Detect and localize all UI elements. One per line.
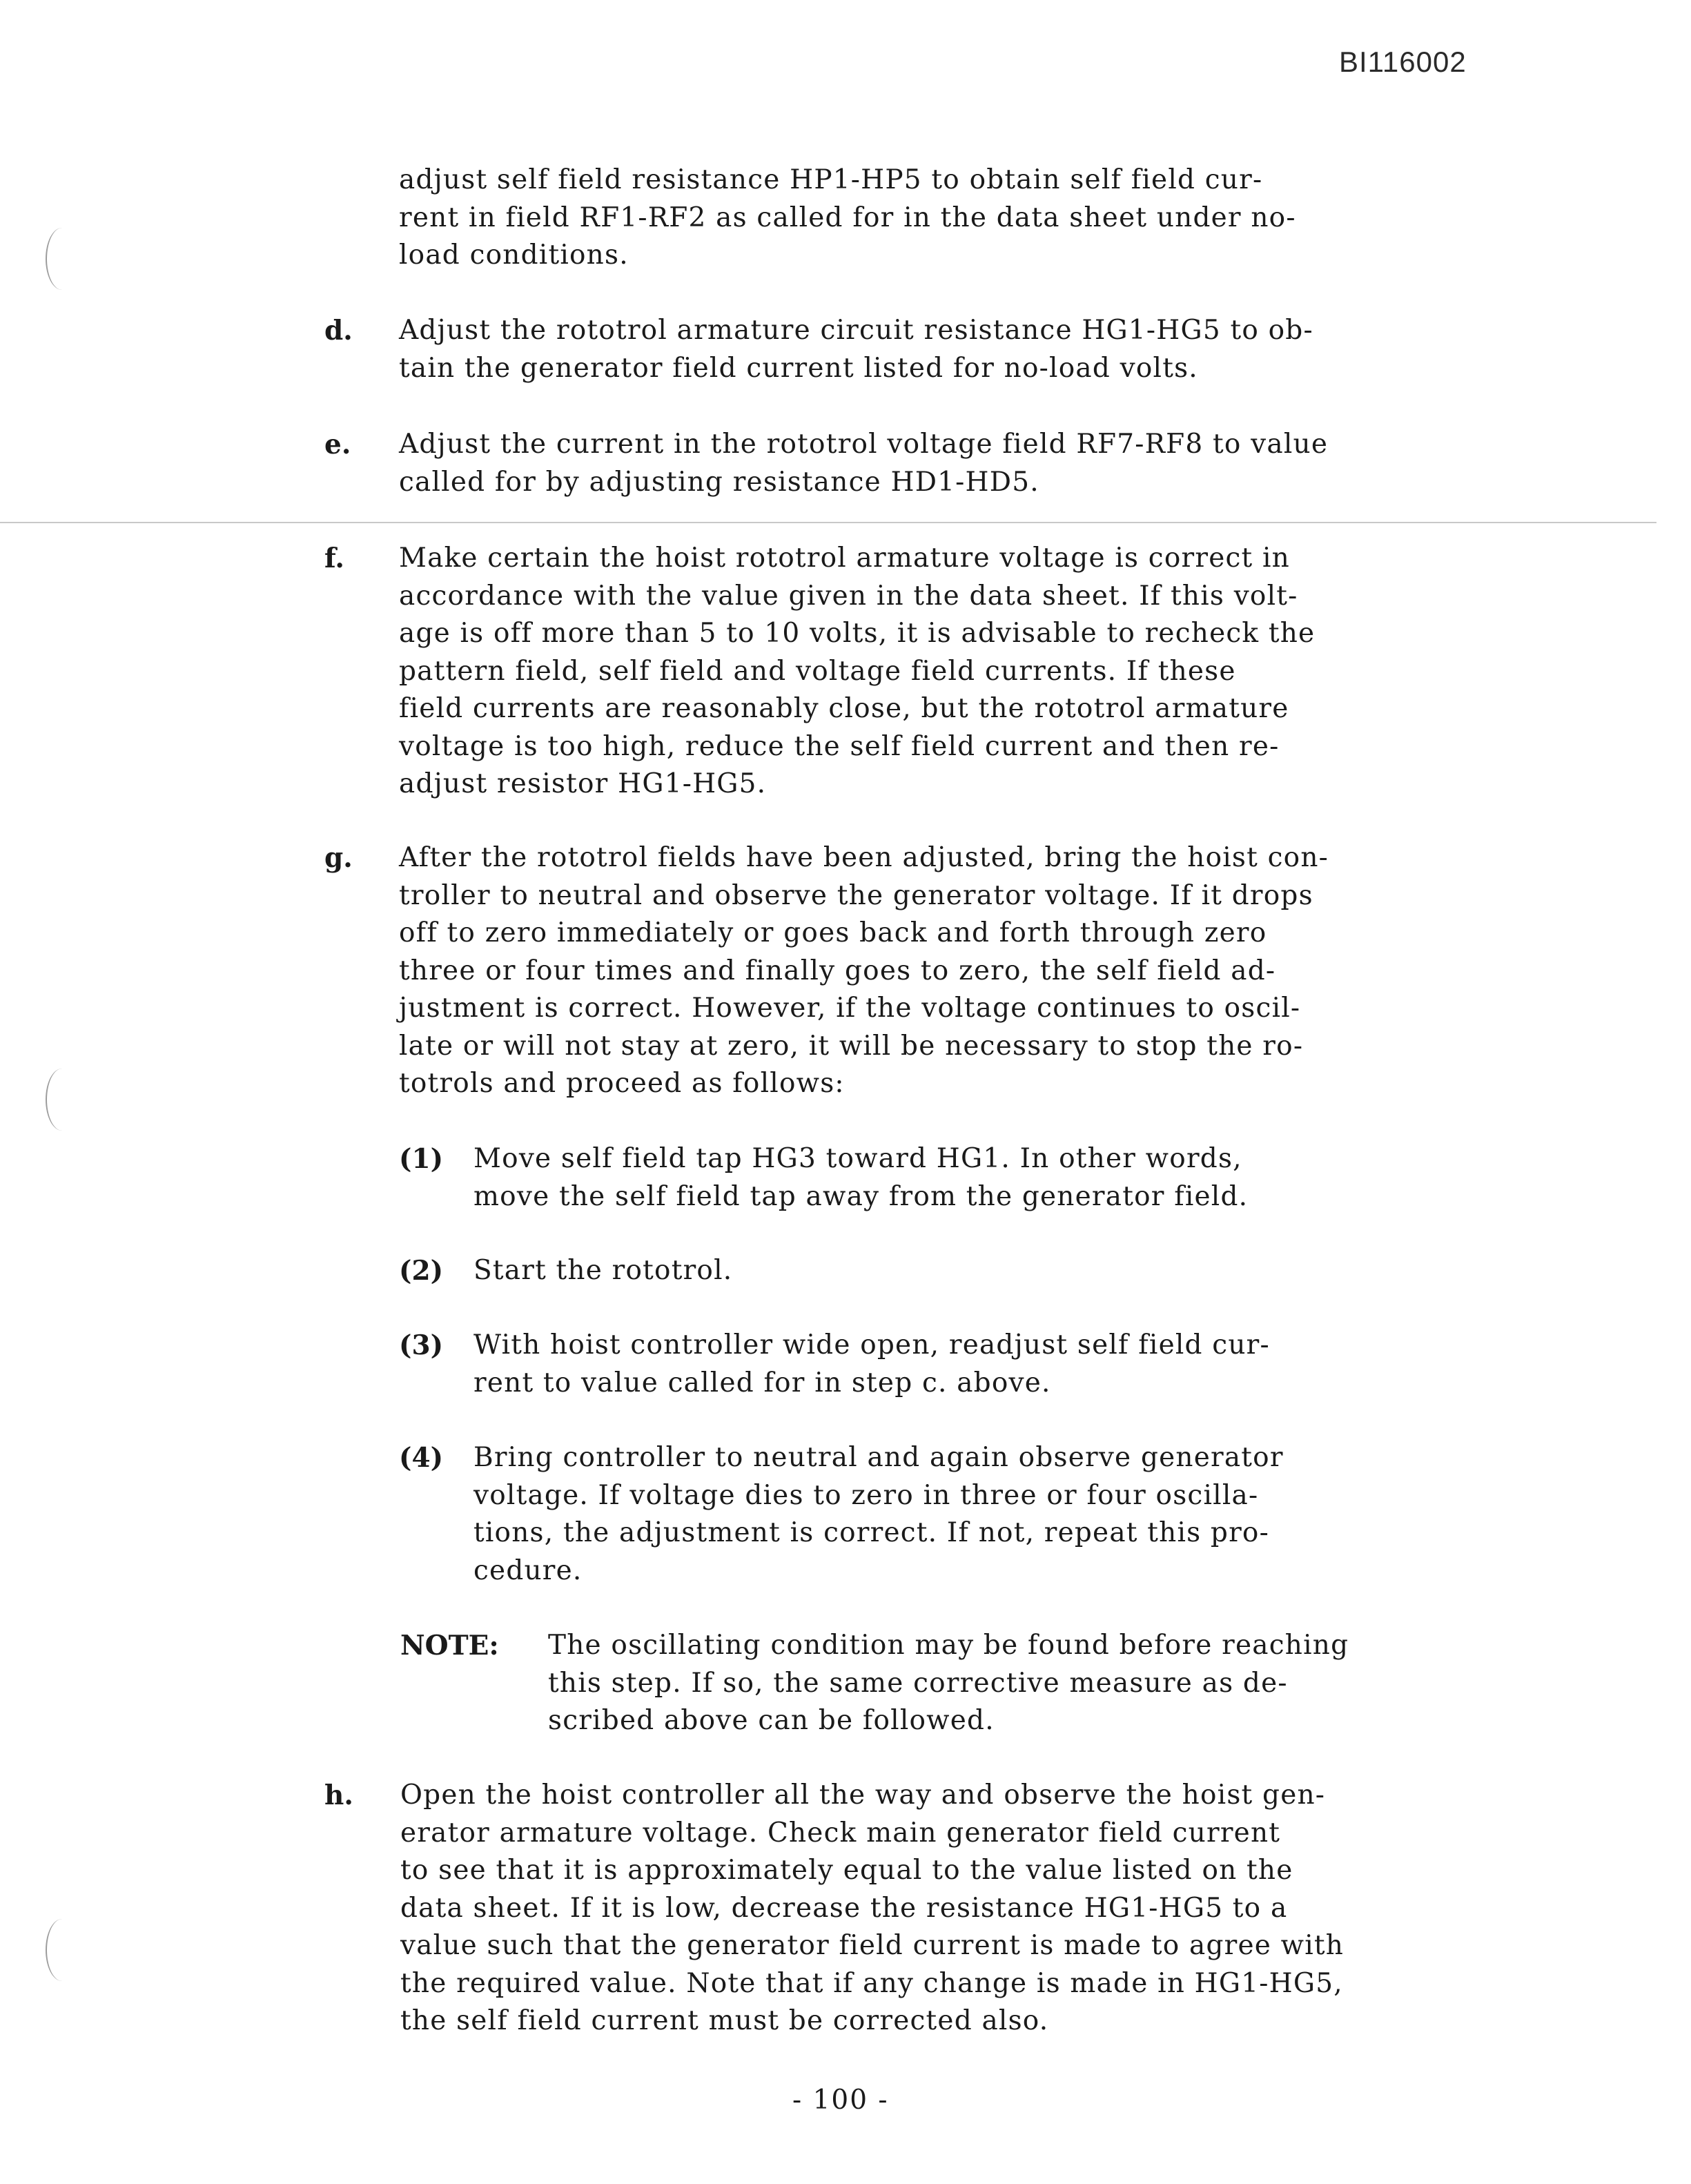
step-label-1: (1): [399, 1143, 444, 1175]
item-letter-h: h.: [324, 1780, 353, 1811]
step-2-text: [473, 1252, 732, 1290]
text-line: late or will not stay at zero, it will be necessary to stop the ro-: [399, 1030, 1304, 1062]
text-line: Adjust the rototrol armature circuit resistance HG1-HG5 to ob-: [399, 315, 1313, 346]
item-letter-g: g.: [324, 842, 353, 874]
text-line: totrols and proceed as follows:: [399, 1068, 845, 1099]
text-line: three or four times and finally goes to zero, the self field ad-: [399, 955, 1276, 986]
item-letter-d: d.: [324, 315, 353, 347]
text-line: adjust self field resistance HP1-HP5 to obtain self field cur-: [399, 164, 1263, 195]
text-line: adjust resistor HG1-HG5.: [399, 768, 767, 799]
step-4-text: [473, 1439, 1284, 1590]
text-line: value such that the generator field current is made to agree with: [400, 1930, 1345, 1961]
text-line: The oscillating condition may be found before reaching: [548, 1630, 1349, 1661]
text-line: pattern field, self field and voltage field currents. If these: [399, 655, 1236, 687]
text-line: rent to value called for in step c. above.: [473, 1367, 1051, 1398]
item-f-text: [399, 540, 1315, 803]
text-line: tain the generator field current listed for no-load volts.: [399, 352, 1198, 384]
text-line: After the rototrol fields have been adjusted, bring the hoist con-: [399, 842, 1329, 873]
text-line: scribed above can be followed.: [548, 1705, 995, 1736]
text-line: off to zero immediately or goes back and forth through zero: [399, 917, 1267, 948]
step-1-text: [473, 1140, 1248, 1216]
intro-paragraph: [399, 162, 1296, 275]
text-line: justment is correct. However, if the voltage continues to oscil-: [399, 993, 1301, 1024]
text-line: voltage. If voltage dies to zero in three or four oscilla-: [473, 1479, 1259, 1511]
item-d-text: [399, 312, 1313, 387]
text-line: this step. If so, the same corrective measure as de-: [548, 1667, 1288, 1699]
text-line: Bring controller to neutral and again observe generator: [473, 1442, 1284, 1473]
text-line: called for by adjusting resistance HD1-HD5.: [399, 466, 1039, 498]
document-id: BI116002: [1339, 46, 1467, 78]
text-line: cedure.: [473, 1554, 583, 1586]
text-line: Open the hoist controller all the way and observe the hoist gen-: [400, 1780, 1326, 1811]
text-line: age is off more than 5 to 10 volts, it is advisable to recheck the: [399, 618, 1316, 649]
step-3-text: [473, 1327, 1270, 1402]
item-g-text: [399, 839, 1329, 1103]
scan-fold-line: [0, 522, 1656, 523]
text-line: load conditions.: [399, 240, 629, 271]
item-e-text: [399, 426, 1328, 501]
step-label-2: (2): [399, 1255, 444, 1287]
text-line: Move self field tap HG3 toward HG1. In other words,: [473, 1143, 1242, 1174]
text-line: erator armature voltage. Check main generator field current: [400, 1817, 1281, 1849]
step-label-3: (3): [399, 1329, 444, 1361]
binder-hole-mark: [46, 1069, 79, 1131]
page-number: - 100 -: [792, 2085, 889, 2116]
text-line: move the self field tap away from the generator field.: [473, 1180, 1249, 1212]
note-label: NOTE:: [400, 1630, 499, 1661]
text-line: troller to neutral and observe the generator voltage. If it drops: [399, 879, 1313, 911]
text-line: Start the rototrol.: [473, 1255, 733, 1286]
item-h-text: [400, 1777, 1344, 2040]
text-line: voltage is too high, reduce the self field current and then re-: [399, 730, 1280, 762]
text-line: accordance with the value given in the data sheet. If this volt-: [399, 580, 1298, 612]
binder-hole-mark: [46, 228, 79, 290]
item-letter-e: e.: [324, 429, 351, 460]
item-letter-f: f.: [324, 543, 344, 574]
text-line: rent in field RF1-RF2 as called for in the data sheet under no-: [399, 202, 1296, 233]
text-line: Adjust the current in the rototrol voltage field RF7-RF8 to value: [399, 429, 1329, 460]
text-line: the self field current must be corrected also.: [400, 2005, 1049, 2036]
text-line: field currents are reasonably close, but the rototrol armature: [399, 693, 1289, 724]
text-line: Make certain the hoist rototrol armature voltage is correct in: [399, 543, 1290, 574]
text-line: the required value. Note that if any change is made in HG1-HG5,: [400, 1967, 1343, 1999]
text-line: With hoist controller wide open, readjust self field cur-: [473, 1329, 1270, 1361]
text-line: data sheet. If it is low, decrease the resistance HG1-HG5 to a: [400, 1892, 1288, 1924]
note-text: [548, 1627, 1349, 1740]
binder-hole-mark: [46, 1919, 79, 1981]
text-line: tions, the adjustment is correct. If not, repeat this pro-: [473, 1517, 1269, 1548]
text-line: to see that it is approximately equal to the value listed on the: [400, 1855, 1293, 1886]
step-label-4: (4): [399, 1442, 444, 1474]
